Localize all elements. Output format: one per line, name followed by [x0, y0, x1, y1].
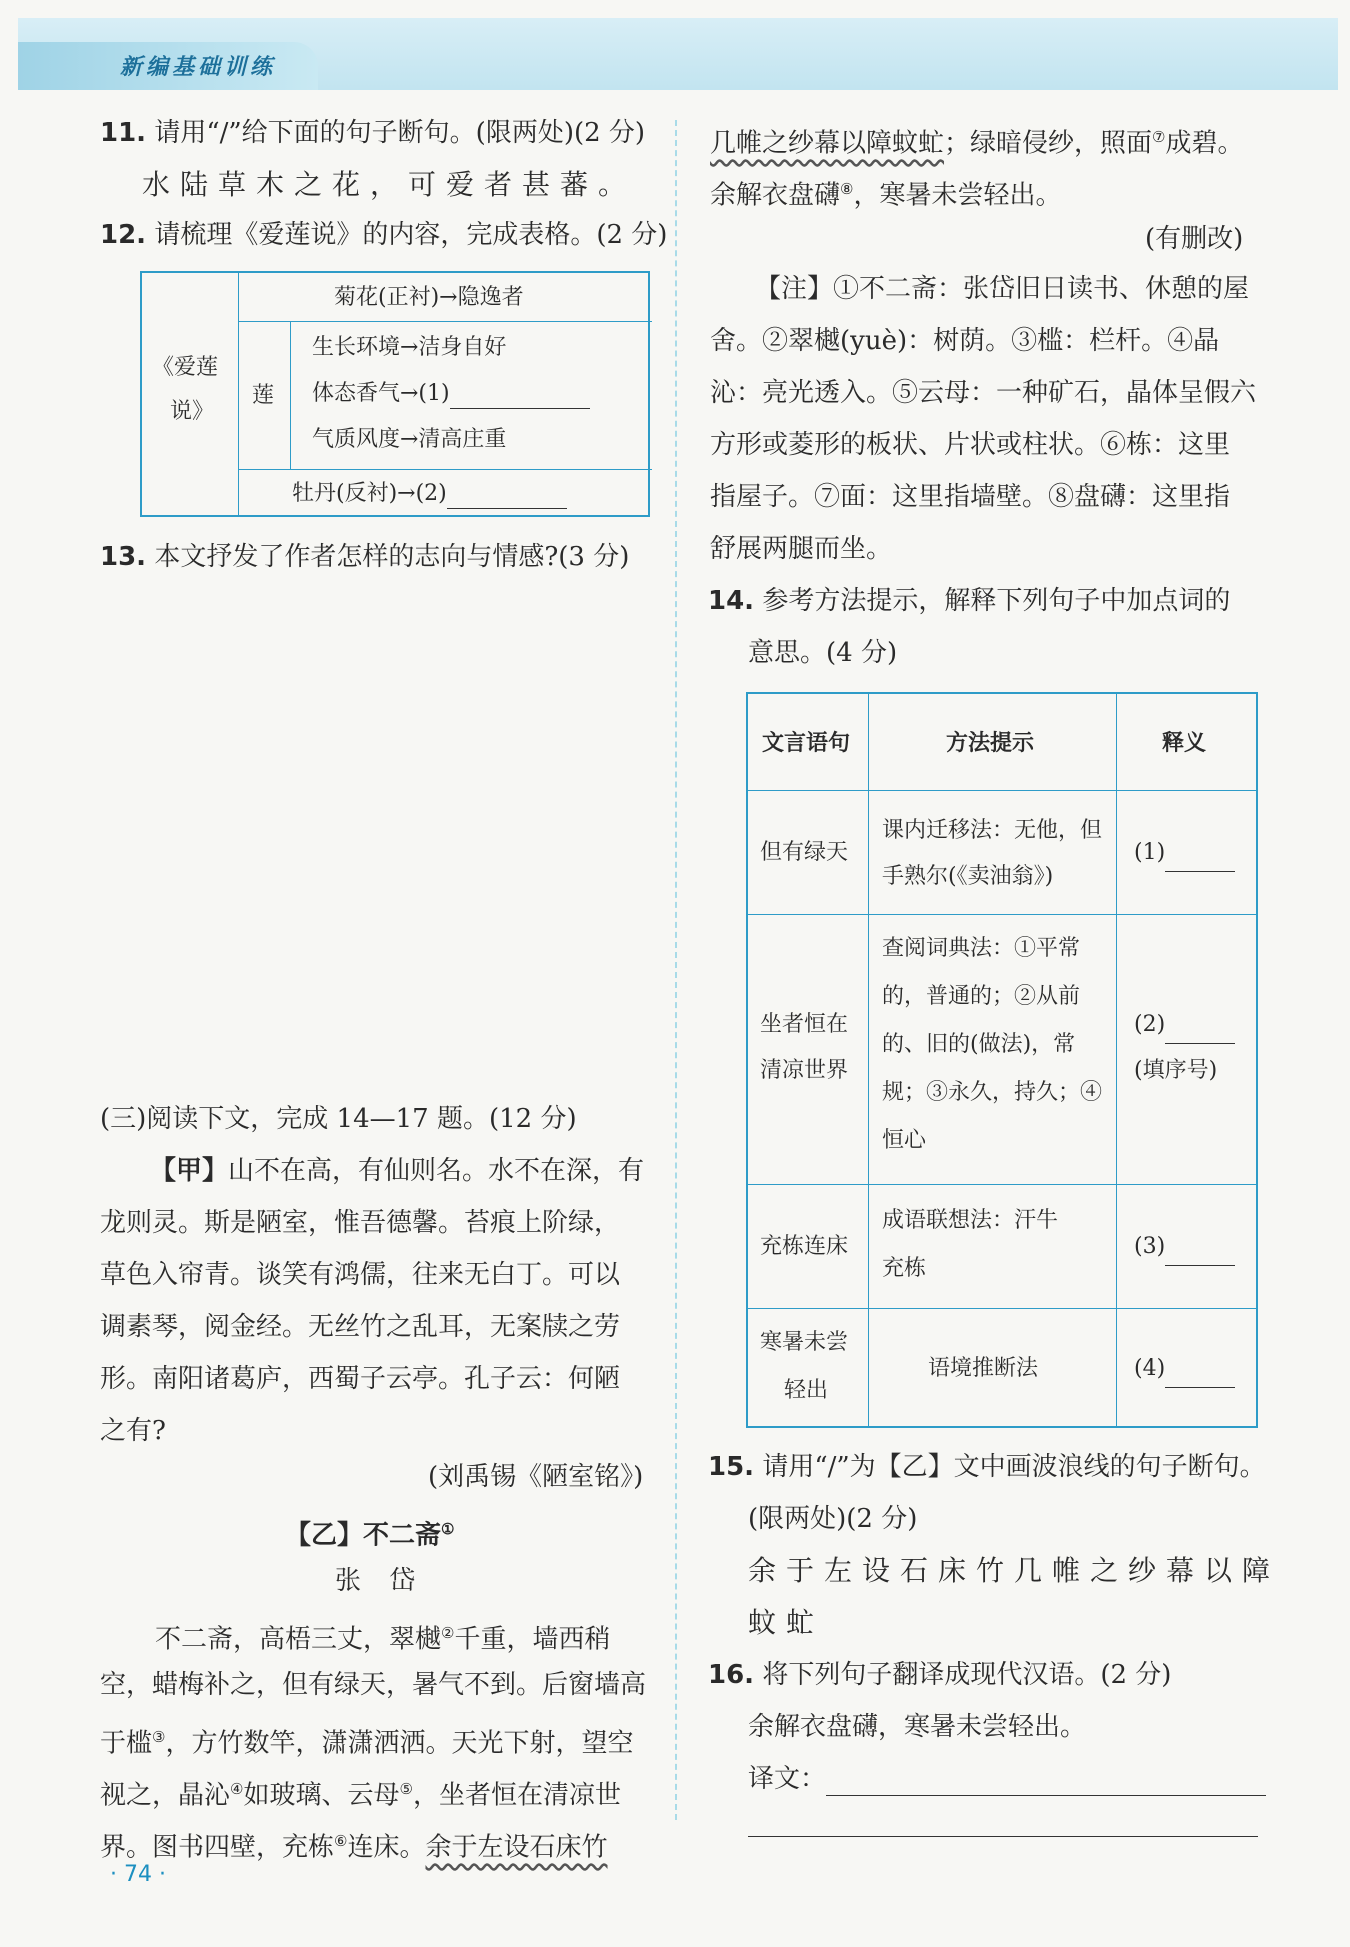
jia-line-4: 调素琴，阅金经。无丝竹之乱耳，无案牍之劳 — [100, 1312, 621, 1342]
q16-sentence: 余解衣盘礴，寒暑未尝轻出。 — [748, 1712, 1087, 1742]
table12-lotus: 莲 — [252, 383, 275, 408]
t14-r3c2a: 成语联想法：汗牛 — [882, 1208, 1059, 1233]
q13: 13. 本文抒发了作者怎样的志向与情感?(3 分) — [100, 542, 630, 572]
notes-line-1: 【注】①不二斋：张岱旧日读书、休憩的屋 — [755, 274, 1250, 304]
yi-line-5: 界。图书四壁，充栋⑥连床。余于左设石床竹 — [100, 1832, 608, 1863]
t14-r2c3a: (2) — [1134, 1006, 1235, 1044]
t14-r3c3: (3) — [1134, 1228, 1235, 1266]
table12-lotus-2: 体态香气→(1) — [312, 379, 590, 409]
t14-r1c2b: 手熟尔(《卖油翁》) — [882, 864, 1054, 889]
notes-line-3: 沁：亮光透入。⑤云母：一种矿石，晶体呈假六 — [710, 378, 1257, 408]
column-divider — [675, 120, 677, 1820]
t14-r2c1a: 坐者恒在 — [760, 1012, 849, 1037]
notes-line-2: 舍。②翠樾(yuè)：树荫。③槛：栏杆。④晶 — [710, 326, 1220, 356]
table-12 — [140, 271, 650, 517]
t14-r2c2-5: 恒心 — [882, 1128, 927, 1153]
yi-line-1: 不二斋，高梧三丈，翠樾②千重，墙西稍 — [155, 1624, 611, 1655]
q16-answer-label: 译文： — [748, 1762, 1266, 1796]
t14-r2c3b: (填序号) — [1134, 1058, 1218, 1083]
notes-line-4: 方形或菱形的板状、片状或柱状。⑥栋：这里 — [710, 430, 1231, 460]
notes-line-6: 舒展两腿而坐。 — [710, 534, 893, 564]
yi-cont-1: 几帷之纱幕以障蚊虻；绿暗侵纱，照面⑦成碧。 — [710, 128, 1244, 159]
t14-r2c2-4: 规；③永久，持久；④ — [882, 1080, 1103, 1105]
table-14 — [746, 692, 1258, 1428]
t14-header-2: 方法提示 — [946, 730, 1035, 756]
q15-sentence-2: 蚊虻 — [748, 1606, 825, 1639]
t14-r1c1: 但有绿天 — [760, 840, 849, 865]
t14-r1c2a: 课内迁移法：无他，但 — [882, 818, 1103, 843]
t14-r3c2b: 充栋 — [882, 1256, 927, 1281]
yi-line-3: 于槛③，方竹数竿，潇潇洒洒。天光下射，望空 — [100, 1728, 634, 1759]
t14-r3c1: 充栋连床 — [760, 1234, 849, 1259]
table12-row1: 菊花(正衬)→隐逸者 — [334, 285, 524, 310]
jia-line-5: 形。南阳诸葛庐，西蜀子云亭。孔子云：何陋 — [100, 1364, 621, 1394]
q15: 15. 请用“/”为【乙】文中画波浪线的句子断句。 — [708, 1452, 1266, 1482]
table12-title-1: 《爱莲 — [152, 355, 219, 380]
yi-author: 张 岱 — [335, 1566, 426, 1596]
t14-r1c3: (1) — [1134, 834, 1235, 872]
table12-lotus-3: 气质风度→清高庄重 — [312, 427, 507, 452]
q14-line-2: 意思。(4 分) — [748, 638, 898, 668]
t14-r4c1b: 轻出 — [784, 1378, 829, 1403]
t14-header-1: 文言语句 — [762, 730, 851, 756]
table12-title-2: 说》 — [170, 399, 215, 424]
t14-r2c2-1: 查阅词典法：①平常 — [882, 936, 1081, 961]
q15-sentence-1: 余于左设石床竹几帷之纱幕以障 — [748, 1554, 1281, 1587]
table12-row3: 牡丹(反衬)→(2) — [292, 479, 567, 509]
q11: 11. 请用“/”给下面的句子断句。(限两处)(2 分) — [100, 118, 646, 148]
table12-lotus-1: 生长环境→洁身自好 — [312, 335, 507, 360]
yi-line-4: 视之，晶沁④如玻璃、云母⑤，坐者恒在清凉世 — [100, 1780, 621, 1811]
q12: 12. 请梳理《爱莲说》的内容，完成表格。(2 分) — [100, 220, 668, 250]
q15-line-2: (限两处)(2 分) — [748, 1504, 918, 1534]
q14: 14. 参考方法提示，解释下列句子中加点词的 — [708, 586, 1231, 616]
jia-line-2: 龙则灵。斯是陋室，惟吾德馨。苔痕上阶绿， — [100, 1208, 621, 1238]
page-number: · 74 · — [110, 1862, 166, 1887]
jia-line-1: 【甲】山不在高，有仙则名。水不在深，有 — [150, 1156, 645, 1186]
yi-cont-2: 余解衣盘礴⑧，寒暑未尝轻出。 — [710, 180, 1062, 211]
t14-r2c2-3: 的、旧的(做法)，常 — [882, 1032, 1076, 1057]
q11-sentence: 水陆草木之花，可爱者甚蕃。 — [142, 168, 637, 201]
t14-r4c1a: 寒暑未尝 — [760, 1330, 849, 1355]
yi-deleted-note: (有删改) — [1145, 224, 1244, 254]
jia-line-3: 草色入帘青。谈笑有鸿儒，往来无白丁。可以 — [100, 1260, 621, 1290]
jia-line-6: 之有? — [100, 1416, 166, 1446]
jia-source: (刘禹锡《陋室铭》) — [428, 1462, 644, 1492]
t14-r4c3: (4) — [1134, 1350, 1235, 1388]
yi-line-2: 空，蜡梅补之，但有绿天，暑气不到。后窗墙高 — [100, 1670, 647, 1700]
t14-r4c2: 语境推断法 — [928, 1356, 1039, 1381]
t14-header-3: 释义 — [1162, 730, 1207, 756]
t14-r2c1b: 清凉世界 — [760, 1058, 849, 1083]
notes-line-5: 指屋子。⑦面：这里指墙壁。⑧盘礴：这里指 — [710, 482, 1231, 512]
section3: (三)阅读下文，完成 14—17 题。(12 分) — [100, 1104, 577, 1134]
q16-answer-line-2[interactable] — [748, 1836, 1258, 1837]
yi-title: 【乙】不二斋① — [285, 1520, 455, 1551]
header-title: 新编基础训练 — [120, 54, 277, 80]
q16: 16. 将下列句子翻译成现代汉语。(2 分) — [708, 1660, 1172, 1690]
t14-r2c2-2: 的，普通的；②从前 — [882, 984, 1081, 1009]
